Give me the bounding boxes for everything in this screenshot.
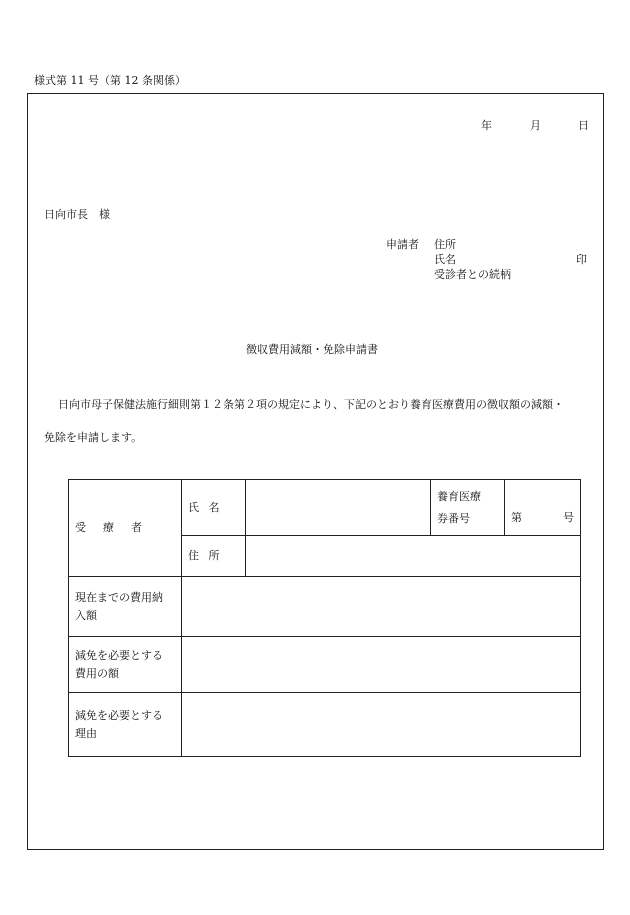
reduction-amount-input-cell[interactable]: [182, 637, 581, 693]
name-input-cell[interactable]: [246, 480, 431, 536]
reduction-reason-label-line-2: 理由: [75, 726, 97, 740]
ticket-dai: 第: [511, 511, 522, 524]
address-input-cell[interactable]: [246, 536, 581, 577]
reduction-amount-label-line-2: 費用の額: [75, 666, 119, 680]
ticket-label-cell: [431, 480, 505, 536]
reduction-amount-label-line-1: 減免を必要とする: [75, 648, 163, 662]
ticket-number-cell[interactable]: [505, 480, 581, 536]
body-text-line-1: 日向市母子保健法施行細則第１２条第２項の規定により、下記のとおり養育医療費用の徴収額の減額・: [58, 398, 564, 411]
date-year: 年: [481, 119, 492, 132]
recipient-label: 受 療 者: [75, 521, 145, 534]
applicant-label: 申請者: [386, 238, 419, 251]
paid-amount-label-cell: [69, 577, 182, 637]
paid-amount-label-line-2: 入額: [75, 608, 97, 622]
recipient-label-cell: [69, 480, 182, 577]
reduction-reason-input-cell[interactable]: [182, 693, 581, 757]
reduction-reason-label-cell: [69, 693, 182, 757]
reduction-amount-label-cell: [69, 637, 182, 693]
date-day: 日: [578, 119, 589, 132]
addressee: 日向市長 様: [44, 208, 110, 221]
body-text-line-2: 免除を申請します。: [44, 431, 143, 444]
ticket-label-line-1: 養育医療: [437, 489, 481, 503]
date-month: 月: [530, 119, 541, 132]
applicant-address-label: 住所: [434, 238, 456, 251]
paid-amount-input-cell[interactable]: [182, 577, 581, 637]
application-table: [68, 479, 581, 757]
applicant-relation-label: 受診者との続柄: [434, 268, 511, 281]
name-label-cell: [182, 480, 246, 536]
form-number: 様式第 11 号（第 12 条関係）: [34, 74, 186, 87]
address-label: 住 所: [188, 549, 223, 562]
address-label-cell: [182, 536, 246, 577]
ticket-go: 号: [563, 511, 574, 524]
seal-mark: 印: [576, 253, 587, 266]
name-label: 氏 名: [188, 500, 223, 514]
applicant-name-label: 氏名: [434, 253, 456, 266]
reduction-reason-label-line-1: 減免を必要とする: [75, 708, 163, 722]
document-title: 徴収費用減額・免除申請書: [246, 343, 378, 356]
paid-amount-label-line-1: 現在までの費用納: [75, 590, 163, 604]
ticket-label-line-2: 券番号: [437, 511, 470, 525]
